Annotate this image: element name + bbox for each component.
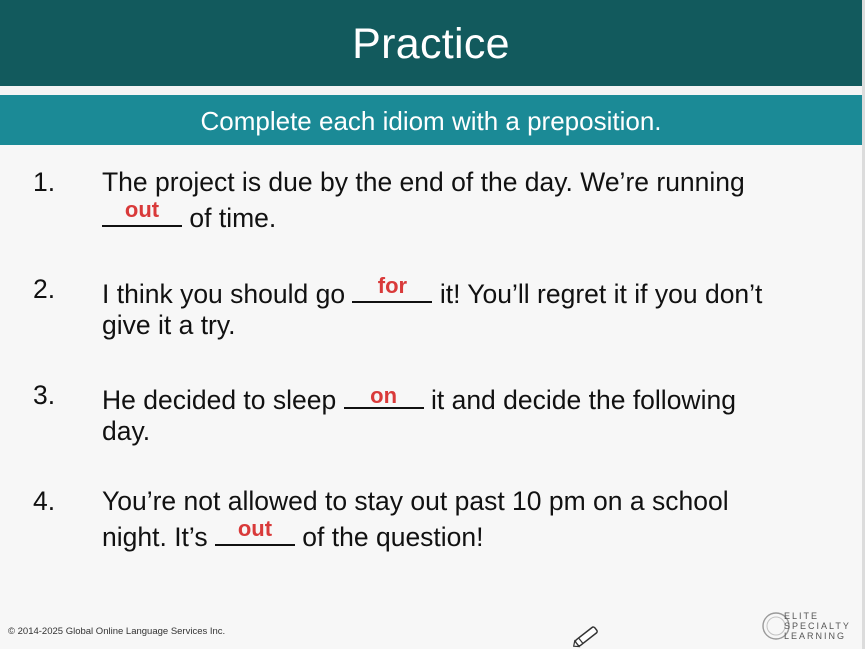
item-line: You’re not allowed to stay out past 10 pm on a school — [102, 486, 729, 516]
answer-blank — [344, 380, 424, 409]
answer-text: for — [377, 273, 408, 298]
subtitle-bar — [0, 95, 862, 145]
item-number: 4. — [33, 486, 56, 516]
logo-line-3: LEARNING — [784, 631, 847, 641]
item-number: 2. — [33, 274, 56, 304]
item-text — [102, 380, 832, 447]
text-after: of time. — [182, 203, 277, 233]
item-line — [102, 274, 832, 310]
answer-blank — [352, 274, 432, 303]
elite-specialty-learning-logo — [758, 608, 853, 644]
item-line: day. — [102, 416, 151, 446]
text-before: I think you should go — [102, 279, 353, 309]
title-bar — [0, 0, 862, 86]
slide-title: Practice — [352, 20, 510, 68]
item-line — [102, 517, 832, 553]
exercise-list — [0, 145, 862, 649]
logo-line-1: ELITE — [784, 611, 820, 621]
logo-line-2: SPECIALTY — [784, 621, 851, 631]
answer-blank — [102, 198, 182, 227]
item-line: give it a try. — [102, 310, 236, 340]
item-text — [102, 167, 832, 234]
text-after: it and decide the following — [423, 385, 736, 415]
item-number: 3. — [33, 380, 56, 410]
item-line — [102, 198, 832, 234]
text-after: it! You’ll regret it if you don’t — [432, 279, 763, 309]
text-after: of the question! — [294, 522, 484, 552]
item-line: The project is due by the end of the day. We’re running — [102, 167, 745, 197]
answer-text: on — [370, 383, 398, 408]
text-before: He decided to sleep — [102, 385, 344, 415]
text-before: night. It’s — [102, 522, 215, 552]
slide-subtitle: Complete each idiom with a preposition. — [200, 106, 662, 136]
answer-text: out — [124, 197, 160, 222]
item-text — [102, 274, 832, 341]
item-text — [102, 486, 832, 553]
answer-text: out — [237, 516, 273, 541]
item-number: 1. — [33, 167, 56, 197]
item-line — [102, 380, 832, 416]
copyright-footer: © 2014-2025 Global Online Language Services Inc. — [8, 626, 226, 637]
pen-icon[interactable] — [570, 624, 602, 649]
answer-blank — [215, 517, 295, 546]
